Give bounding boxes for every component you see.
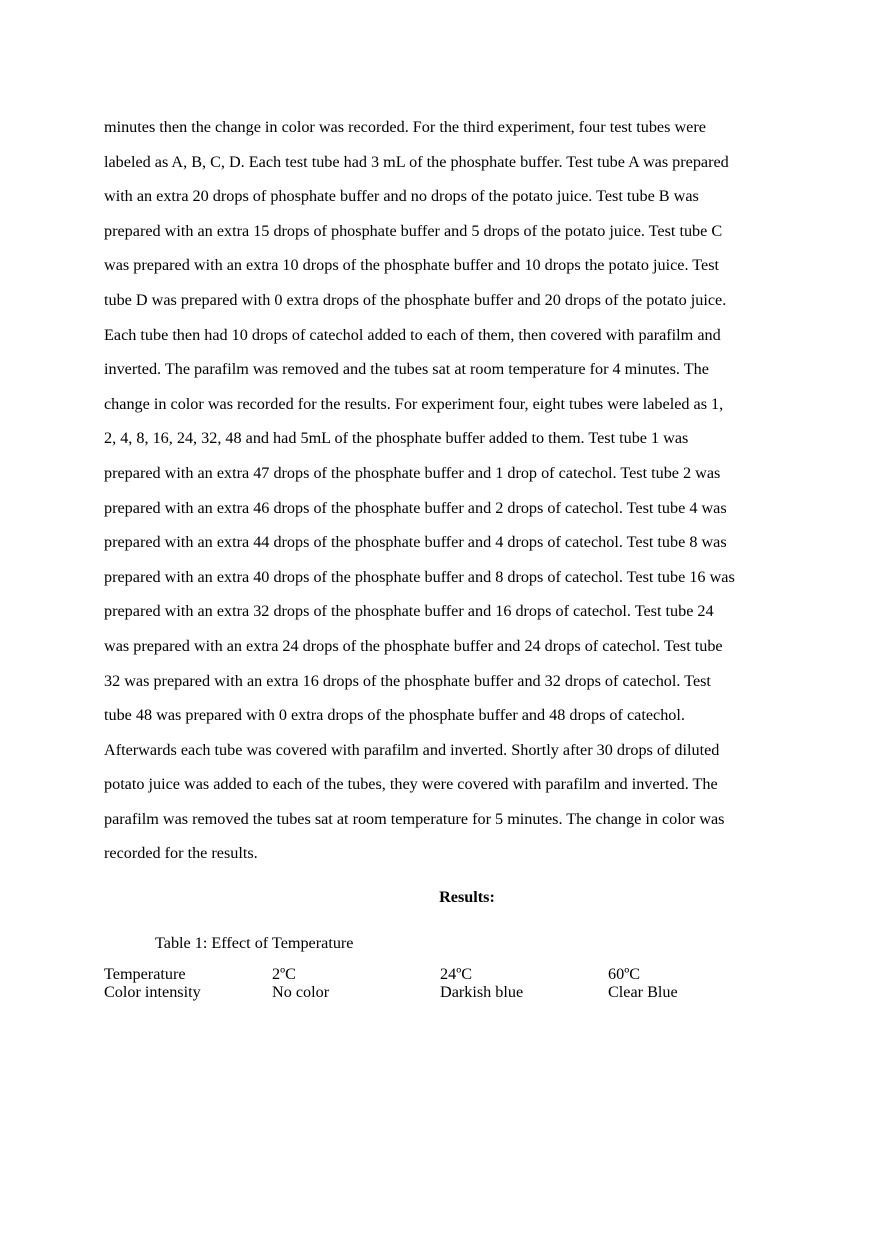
paragraph-line: Afterwards each tube was covered with parafilm and inverted. Shortly after 30 drops of diluted: [104, 740, 720, 759]
results-heading: Results:: [439, 888, 495, 906]
table-caption: Table 1: Effect of Temperature: [155, 934, 354, 952]
paragraph-line: tube 48 was prepared with 0 extra drops of the phosphate buffer and 48 drops of catechol.: [104, 706, 685, 725]
table-cell-row-label: Color intensity: [104, 983, 201, 1001]
paragraph-line: 2, 4, 8, 16, 24, 32, 48 and had 5mL of the phosphate buffer added to them. Test tube 1 was: [104, 429, 689, 448]
paragraph-line: prepared with an extra 44 drops of the phosphate buffer and 4 drops of catechol. Test tube 8 was: [104, 533, 727, 552]
paragraph-line: 32 was prepared with an extra 16 drops of the phosphate buffer and 32 drops of catechol. Test: [104, 671, 711, 690]
paragraph-line: Each tube then had 10 drops of catechol added to each of them, then covered with parafilm and: [104, 325, 721, 344]
table-cell: 60ºC: [608, 965, 641, 983]
table-cell: Clear Blue: [608, 983, 678, 1001]
paragraph-line: parafilm was removed the tubes sat at room temperature for 5 minutes. The change in color was: [104, 809, 725, 828]
paragraph-line: prepared with an extra 46 drops of the phosphate buffer and 2 drops of catechol. Test tube 4 was: [104, 498, 727, 517]
paragraph-line: minutes then the change in color was recorded. For the third experiment, four test tubes were: [104, 118, 706, 136]
temperature-table: [104, 965, 728, 1001]
paragraph-line: prepared with an extra 32 drops of the phosphate buffer and 16 drops of catechol. Test tube 24: [104, 602, 714, 621]
table-row-temperature: [104, 965, 728, 983]
paragraph-line: potato juice was added to each of the tubes, they were covered with parafilm and inverted. The: [104, 775, 718, 794]
table-row-color-intensity: [104, 983, 728, 1001]
paragraph-line: labeled as A, B, C, D. Each test tube had 3 mL of the phosphate buffer. Test tube A was prepared: [104, 152, 729, 171]
table-cell: 24ºC: [440, 965, 473, 983]
paragraph-line: prepared with an extra 40 drops of the phosphate buffer and 8 drops of catechol. Test tube 16 was: [104, 567, 735, 586]
paragraph-line: recorded for the results.: [104, 844, 258, 863]
methods-paragraph: [104, 114, 804, 875]
table-cell: No color: [272, 983, 330, 1001]
paragraph-line: was prepared with an extra 24 drops of the phosphate buffer and 24 drops of catechol. Test tube: [104, 636, 723, 655]
paragraph-line: tube D was prepared with 0 extra drops of the phosphate buffer and 20 drops of the potato juice.: [104, 290, 727, 309]
paragraph-line: inverted. The parafilm was removed and the tubes sat at room temperature for 4 minutes. The: [104, 360, 709, 379]
paragraph-line: with an extra 20 drops of phosphate buffer and no drops of the potato juice. Test tube B was: [104, 187, 699, 206]
table-cell-row-label: Temperature: [104, 965, 186, 983]
paragraph-line: was prepared with an extra 10 drops of the phosphate buffer and 10 drops the potato juice. Test: [104, 256, 720, 275]
table-cell: Darkish blue: [440, 983, 524, 1001]
table-cell: 2ºC: [272, 965, 296, 983]
paragraph-line: prepared with an extra 47 drops of the phosphate buffer and 1 drop of catechol. Test tube 2 was: [104, 463, 721, 482]
paragraph-line: change in color was recorded for the results. For experiment four, eight tubes were labeled as 1,: [104, 394, 724, 413]
paragraph-line: prepared with an extra 15 drops of phosphate buffer and 5 drops of the potato juice. Test tube C: [104, 221, 723, 240]
